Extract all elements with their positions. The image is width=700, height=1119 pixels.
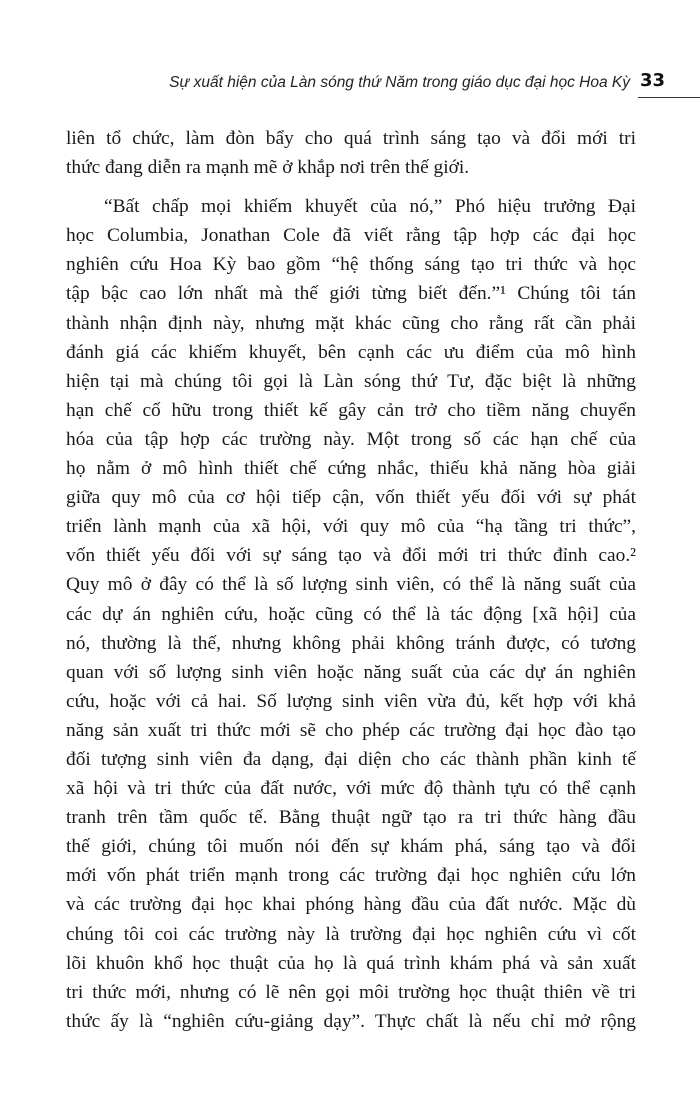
- text-line: nó, thường là thế, nhưng không phải không tránh được, có tương: [66, 632, 636, 654]
- text-line: vốn thiết yếu đối với sự sáng tạo và đổi mới tri thức đỉnh cao.²: [66, 545, 636, 567]
- text-line: học Columbia, Jonathan Cole đã viết rằng tập hợp các đại học: [66, 225, 636, 247]
- text-line: tranh trên tầm quốc tế. Bằng thuật ngữ tạo ra tri thức hàng đầu: [66, 807, 636, 829]
- text-line: tập bậc cao lớn nhất mà thế giới từng biết đến.”¹ Chúng tôi tán: [66, 283, 636, 305]
- text-line: liên tổ chức, làm đòn bẩy cho quá trình sáng tạo và đổi mới tri: [66, 128, 636, 149]
- text-line: xã hội và tri thức của đất nước, với mức độ thành tựu có thể cạnh: [66, 778, 636, 800]
- text-line: và các trường đại học khai phóng hàng đầu của đất nước. Mặc dù: [66, 894, 636, 916]
- text-line: hạn chế cố hữu trong thiết kế gây cản trở cho tiềm năng chuyển: [66, 399, 636, 421]
- text-line: các dự án nghiên cứu, hoặc cũng có thể là tác động [xã hội] của: [66, 603, 636, 625]
- header-rule: [638, 97, 700, 98]
- text-line: năng sản xuất tri thức mới sẽ cho phép các trường đại học đào tạo: [66, 719, 636, 741]
- text-line: thức ấy là “nghiên cứu-giảng dạy”. Thực chất là nếu chỉ mở rộng: [66, 1010, 636, 1032]
- text-line: thức đang diễn ra mạnh mẽ ở khắp nơi trên thế giới.: [66, 157, 470, 179]
- text-line: cứu, hoặc với cả hai. Số lượng sinh viên vừa đủ, kết hợp với khả: [66, 690, 636, 712]
- text-line: họ nằm ở mô hình thiết chế cứng nhắc, thiếu khả năng hòa giải: [66, 458, 636, 480]
- text-line: tri thức mới, nhưng có lẽ nên gọi môi trường học thuật thiên về tri: [66, 981, 636, 1003]
- text-line: lõi khuôn khổ học thuật của họ là quá trình khám phá và sản xuất: [66, 952, 636, 974]
- text-line: giữa quy mô của cơ hội tiếp cận, vốn thiết yếu đối với sự phát: [66, 487, 636, 509]
- running-header: [0, 66, 700, 98]
- text-line: đánh giá các khiếm khuyết, bên cạnh các ưu điểm của mô hình: [66, 341, 636, 363]
- text-line: hóa của tập hợp các trường này. Một trong số các hạn chế của: [66, 428, 636, 450]
- text-line: nghiên cứu Hoa Kỳ bao gồm “hệ thống sáng tạo tri thức và học: [66, 254, 636, 276]
- paragraph-gap: [66, 182, 636, 192]
- text-line: “Bất chấp mọi khiếm khuyết của nó,” Phó hiệu trưởng Đại: [104, 196, 636, 218]
- text-line: chúng tôi coi các trường này là trường đại học nghiên cứu vì cốt: [66, 923, 636, 945]
- text-line: triển lành mạnh của xã hội, với quy mô của “hạ tầng tri thức”,: [66, 516, 636, 538]
- text-line: mới vốn phát triển mạnh trong các trường đại học nghiên cứu lớn: [66, 865, 636, 887]
- running-title: Sự xuất hiện của Làn sóng thứ Năm trong giáo dục đại học Hoa Kỳ: [169, 74, 630, 91]
- body-text: [66, 124, 636, 1036]
- text-line: quan với số lượng sinh viên hoặc năng suất của các dự án nghiên: [66, 661, 636, 683]
- text-line: thế giới, chúng tôi muốn nói đến sự khám phá, sáng tạo và đổi: [66, 836, 636, 858]
- text-line: hiện tại mà chúng tôi gọi là Làn sóng thứ Tư, đặc biệt là những: [66, 370, 636, 392]
- paragraph-1: [66, 124, 636, 182]
- text-line: đối tượng sinh viên đa dạng, đại diện cho các thành phần kinh tế: [66, 748, 636, 770]
- paragraph-2: [66, 192, 636, 1036]
- text-line: Quy mô ở đây có thể là số lượng sinh viên, có thể là năng suất của: [66, 574, 636, 596]
- page-number: 33: [640, 70, 666, 91]
- text-line: thành nhận định này, nhưng mặt khác cũng cho rằng rất cần phải: [66, 312, 636, 334]
